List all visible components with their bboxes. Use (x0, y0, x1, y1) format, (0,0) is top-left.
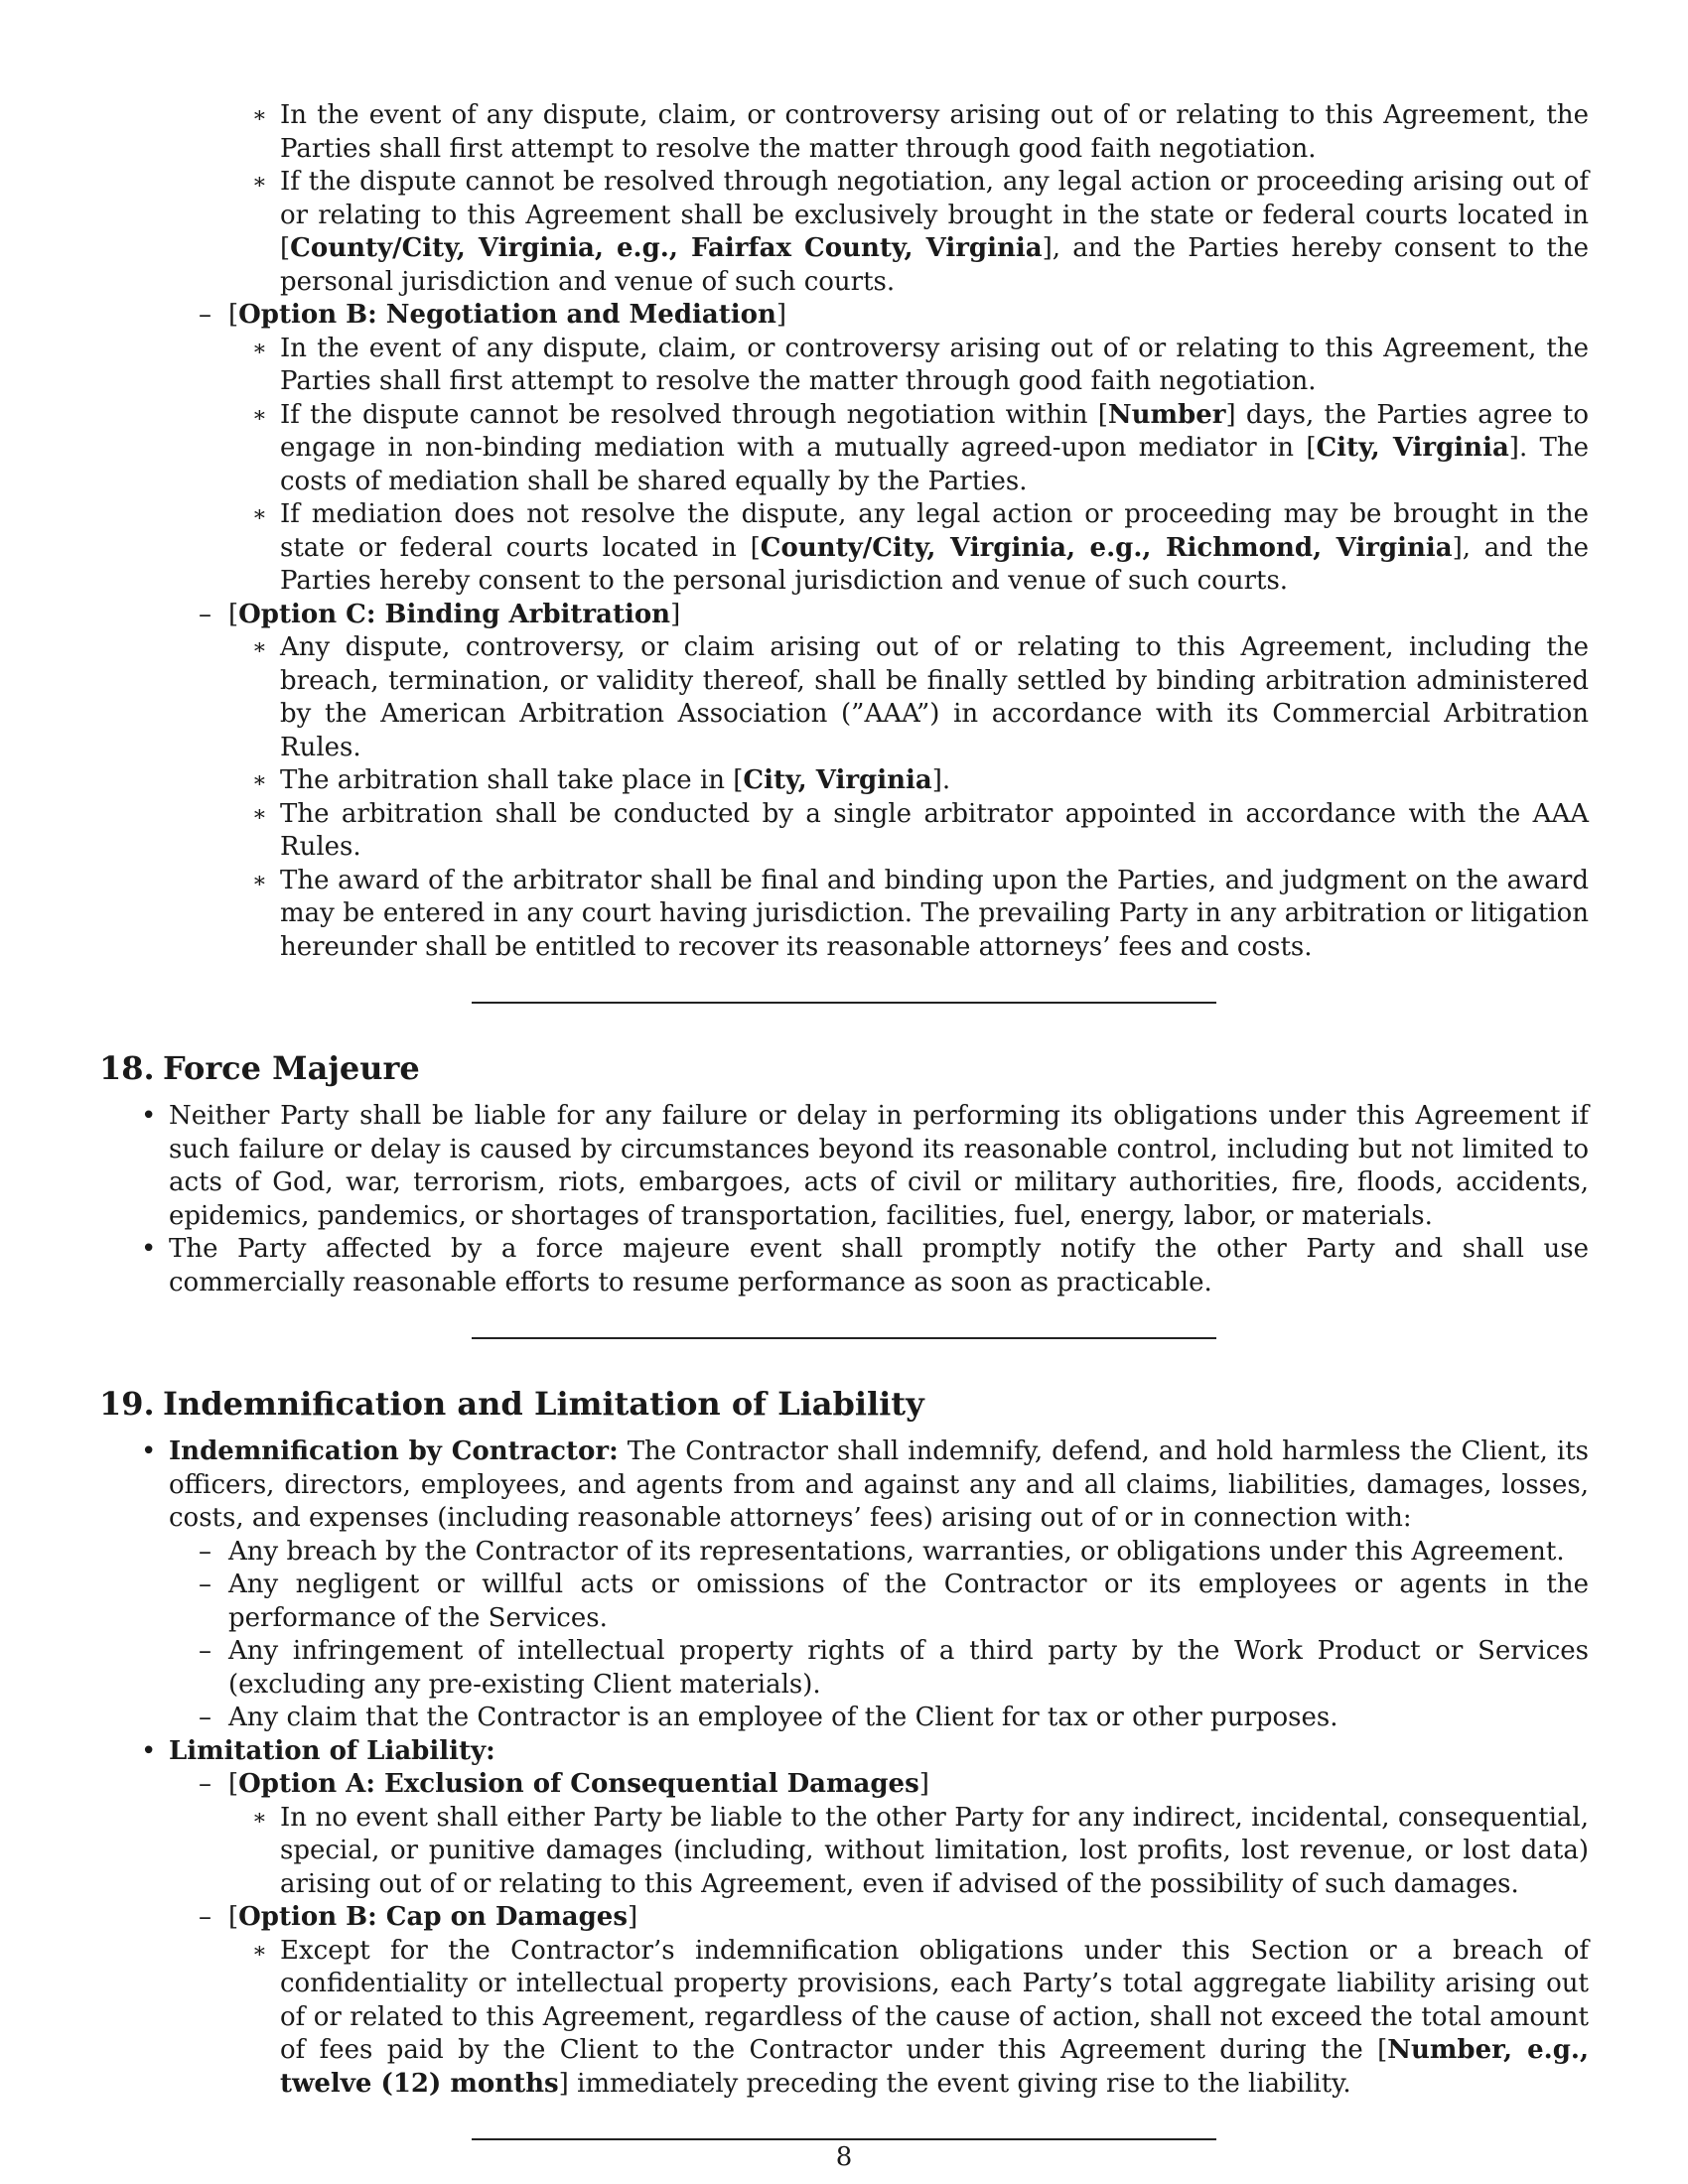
option-heading: – [Option B: Cap on Damages] (228, 1901, 1589, 1935)
list-item: – Any infringement of intellectual property rights of a third party by the Work Product or Services (excluding any pre-existing Client materials). (199, 1636, 1589, 1700)
bullet: • (141, 1436, 157, 1466)
dash-bullet: – (199, 599, 211, 629)
dash-bullet: – (199, 1703, 211, 1732)
dash-bullet: – (199, 300, 211, 330)
dash-bullet: – (199, 1636, 211, 1666)
asterisk-bullet: ∗ (252, 502, 267, 527)
list-item: ∗ Any dispute, controversy, or claim arising out of or relating to this Agreement, including the breach, termination, or validity thereof, shall be finally settled by binding arbitration administered by the American Arbitration Association (”AAA”) in accordance with its Commercial Arbitration Rules. (252, 632, 1589, 762)
list-item: • Limitation of Liability: (169, 1735, 1589, 1769)
list-item: • Indemnification by Contractor: The Contractor shall indemnify, defend, and hold harmless the Client, its officers, directors, employees, and agents from and against any and all claims, liabilities, damages, losses, costs, and expenses (including reasonable attorneys’ fees) arising out of or in connection with: (141, 1436, 1590, 1533)
dash-bullet: – (199, 1769, 211, 1799)
list-item: – Any breach by the Contractor of its representations, warranties, or obligations under this Agreement. (228, 1536, 1589, 1570)
list-item: ∗ If the dispute cannot be resolved through negotiation within [Number] days, the Parties agree to engage in non-binding mediation with a mutually agreed-upon mediator in [City, Virginia]. The costs of mediation shall be shared equally by the Parties. (252, 399, 1589, 496)
document-page (99, 99, 1589, 2140)
asterisk-bullet: ∗ (252, 635, 267, 660)
option-heading: – [Option C: Binding Arbitration] (228, 599, 1589, 632)
section-heading: 19. Indemnification and Limitation of Liability (99, 1385, 924, 1423)
asterisk-bullet: ∗ (252, 170, 267, 195)
list-item: ∗ The arbitration shall take place in [City, Virginia]. (280, 764, 1589, 798)
bullet: • (141, 1101, 157, 1131)
dash-bullet: – (199, 1536, 211, 1567)
option-heading: – [Option A: Exclusion of Consequential Damages] (228, 1768, 1589, 1802)
list-item: ∗ If the dispute cannot be resolved through negotiation, any legal action or proceeding arising out of or relating to this Agreement shall be exclusively brought in the state or federal courts located in [County/City, Virginia, e.g., Fairfax County, Virginia], and the Parties hereby consent to the personal jurisdiction and venue of such courts. (252, 167, 1589, 297)
page-number: 8 (835, 2142, 853, 2172)
section-heading: 18. Force Majeure (99, 1049, 420, 1087)
option-heading: – [Option B: Negotiation and Mediation] (228, 299, 1589, 333)
asterisk-bullet: ∗ (252, 801, 267, 827)
list-item: • Neither Party shall be liable for any failure or delay in performing its obligations under this Agreement if such failure or delay is caused by circumstances beyond its reasonable control, including but not limited to acts of God, war, terrorism, riots, embargoes, acts of civil or military authorities, fire, floods, accidents, epidemics, pandemics, or shortages of transportation, facilities, fuel, energy, labor, or materials. (141, 1101, 1589, 1231)
dash-bullet: – (199, 1570, 211, 1599)
list-item: ∗ Except for the Contractor’s indemnification obligations under this Section or a breach of confidentiality or intellectual property provisions, each Party’s total aggregate liability arising out of or related to this Agreement, regardless of the cause of action, shall not exceed the total amount of fees paid by the Client to the Contractor under this Agreement during the [Number, e.g., twelve (12) months] immediately preceding the event giving rise to the liability. (252, 1935, 1589, 2099)
list-item: – Any negligent or willful acts or omissions of the Contractor or its employees or agents in the performance of the Services. (199, 1570, 1589, 1633)
asterisk-bullet: ∗ (252, 768, 267, 793)
asterisk-bullet: ∗ (252, 1805, 267, 1831)
bullet: • (141, 1234, 157, 1264)
asterisk-bullet: ∗ (252, 1938, 267, 1964)
bullet: • (141, 1735, 157, 1766)
list-item: ∗ If mediation does not resolve the dispute, any legal action or proceeding may be brought in the state or federal courts located in [County/City, Virginia, e.g., Richmond, Virginia], and the Parties hereby consent to the personal jurisdiction and venue of such courts. (252, 499, 1589, 596)
list-item: ∗ In the event of any dispute, claim, or controversy arising out of or relating to this Agreement, the Parties shall first attempt to resolve the matter through good faith negotiation. (252, 333, 1589, 396)
asterisk-bullet: ∗ (252, 103, 267, 128)
list-item: ∗ In the event of any dispute, claim, or controversy arising out of or relating to this Agreement, the Parties shall first attempt to resolve the matter through good faith negotiation. (252, 100, 1589, 164)
section-divider (472, 1337, 1216, 1339)
list-item: • The Party affected by a force majeure event shall promptly notify the other Party and shall use commercially reasonable efforts to resume performance as soon as practicable. (141, 1234, 1589, 1297)
dash-bullet: – (199, 1902, 211, 1932)
asterisk-bullet: ∗ (252, 868, 267, 893)
list-item: ∗ In no event shall either Party be liable to the other Party for any indirect, incidental, consequential, special, or punitive damages (including, without limitation, lost profits, lost revenue, or lost data) arising out of or relating to this Agreement, even if advised of the possibility of such damages. (252, 1802, 1589, 1899)
section-divider (472, 2138, 1216, 2140)
list-item: ∗ The award of the arbitrator shall be final and binding upon the Parties, and judgment on the award may be entered in any court having jurisdiction. The prevailing Party in any arbitration or litigation hereunder shall be entitled to recover its reasonable attorneys’ fees and costs. (252, 865, 1589, 962)
asterisk-bullet: ∗ (252, 336, 267, 361)
list-item: ∗ The arbitration shall be conducted by a single arbitrator appointed in accordance with the AAA Rules. (252, 798, 1589, 862)
asterisk-bullet: ∗ (252, 402, 267, 428)
list-item: – Any claim that the Contractor is an employee of the Client for tax or other purposes. (228, 1702, 1589, 1735)
section-divider (472, 1002, 1216, 1004)
